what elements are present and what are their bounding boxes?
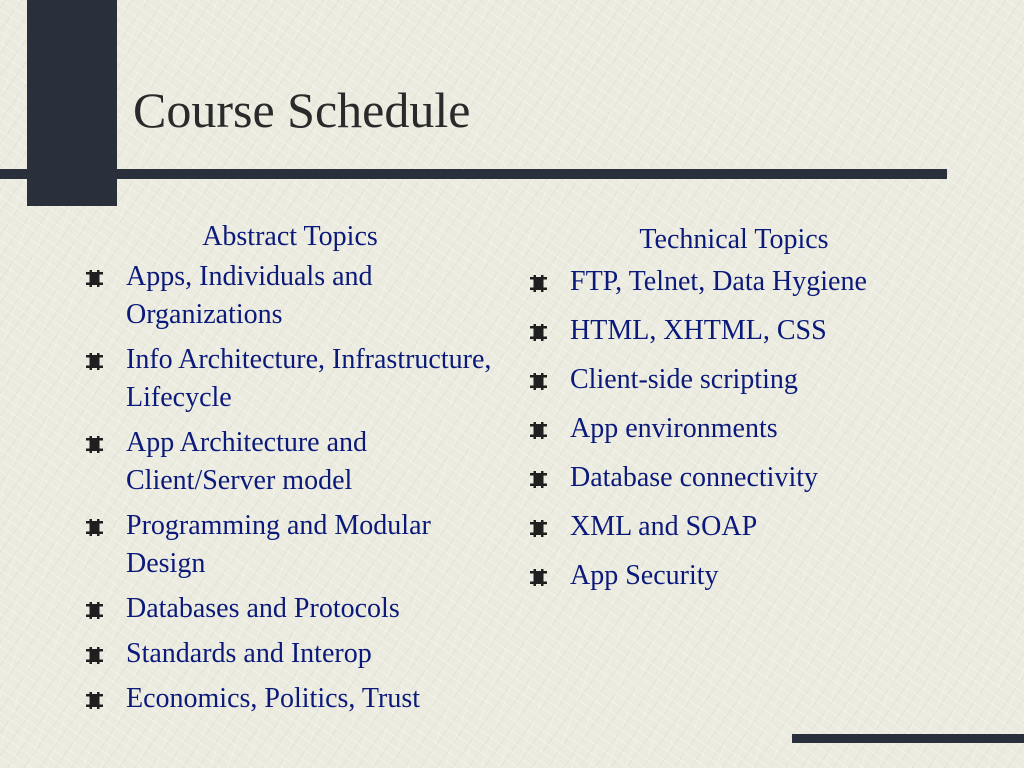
list-item <box>86 258 506 334</box>
square-bullet-icon <box>530 324 547 341</box>
square-bullet-icon <box>86 436 103 453</box>
list-item-label: App Architecture and Client/Server model <box>126 426 368 496</box>
list-item <box>86 635 506 673</box>
technical-topics-list <box>530 263 950 595</box>
square-bullet-icon <box>530 275 547 292</box>
square-bullet-icon <box>86 602 103 619</box>
technical-topics-heading: Technical Topics <box>639 224 829 255</box>
list-item-label: Programming and Modular Design <box>126 509 431 579</box>
list-item <box>86 590 506 628</box>
list-item-label: Database connectivity <box>570 461 819 493</box>
list-item-label: Client-side scripting <box>570 363 798 395</box>
square-bullet-icon <box>530 373 547 390</box>
square-bullet-icon <box>86 519 103 536</box>
list-item-label: XML and SOAP <box>570 510 758 542</box>
square-bullet-icon <box>86 692 103 709</box>
list-item <box>530 312 950 350</box>
square-bullet-icon <box>86 270 103 287</box>
list-item <box>530 410 950 448</box>
list-item <box>530 557 950 595</box>
square-bullet-icon <box>530 520 547 537</box>
footer-divider <box>792 734 1024 743</box>
list-item <box>86 341 506 417</box>
list-item-label: FTP, Telnet, Data Hygiene <box>570 265 867 297</box>
list-item-label: App environments <box>570 412 778 444</box>
abstract-topics-list <box>86 258 506 718</box>
title-divider <box>0 169 947 179</box>
technical-topics-column <box>530 223 950 606</box>
list-item <box>86 424 506 500</box>
list-item-label: App Security <box>570 559 719 591</box>
list-item-label: Apps, Individuals and Organizations <box>126 260 373 330</box>
list-item-label: Standards and Interop <box>126 637 372 669</box>
slide-title: Course Schedule <box>133 82 471 138</box>
abstract-topics-column <box>86 220 506 725</box>
list-item <box>530 263 950 301</box>
list-item <box>86 507 506 583</box>
list-item <box>530 361 950 399</box>
square-bullet-icon <box>530 471 547 488</box>
square-bullet-icon <box>530 569 547 586</box>
abstract-topics-heading: Abstract Topics <box>202 221 378 252</box>
square-bullet-icon <box>86 647 103 664</box>
list-item-label: Economics, Politics, Trust <box>126 682 421 714</box>
square-bullet-icon <box>530 422 547 439</box>
list-item-label: HTML, XHTML, CSS <box>570 314 827 346</box>
square-bullet-icon <box>86 353 103 370</box>
list-item-label: Info Architecture, Infrastructure, Lifecycle <box>126 343 492 413</box>
list-item-label: Databases and Protocols <box>126 592 400 624</box>
list-item <box>530 508 950 546</box>
list-item <box>86 680 506 718</box>
list-item <box>530 459 950 497</box>
